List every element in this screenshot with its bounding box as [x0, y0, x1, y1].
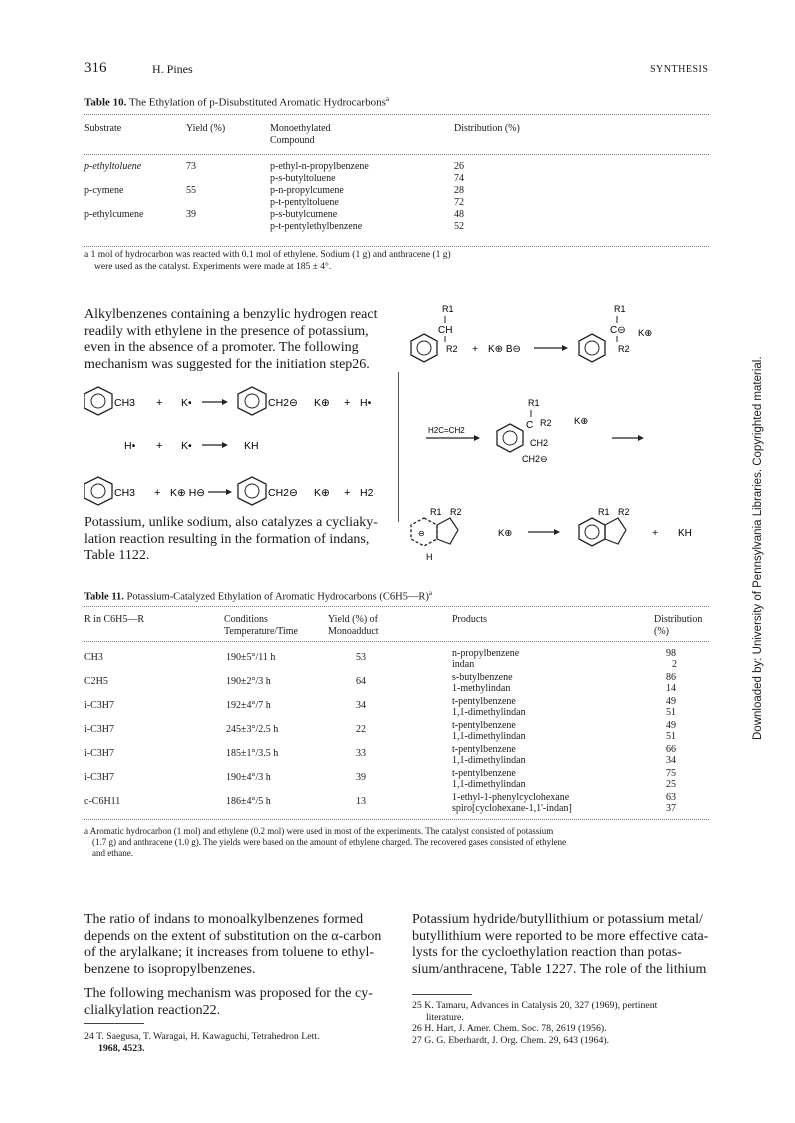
intro-line: mechanism was suggested for the initiation step26.: [84, 356, 370, 372]
left-footnote-rule: [84, 1023, 144, 1024]
svg-text:⊖: ⊖: [418, 529, 425, 538]
table11-row-cond: 190±4°/3 h: [226, 772, 271, 783]
ch2-anion-label: CH2⊖: [522, 454, 548, 464]
benzene-ring-icon: [238, 477, 266, 505]
eq1-reactant: CH3: [114, 397, 136, 409]
table10-row-compound: p-n-propylcumene: [270, 185, 344, 196]
table10-row-compound: p-t-pentyltoluene: [270, 197, 339, 208]
table11-row-cond: 190±2°/3 h: [226, 676, 271, 687]
table11-row-r: i-C3H7: [84, 724, 114, 735]
cycl-line: lation reaction resulting in the formation of indans,: [84, 531, 370, 547]
table11-row-dist: 63: [666, 792, 676, 803]
left-col2-line: The following mechanism was proposed for the cy-: [84, 986, 373, 1001]
eq3-reactant: CH3: [114, 487, 136, 499]
table11-caption-label: Table 11.: [84, 591, 124, 603]
table10-row-dist: 74: [454, 173, 464, 184]
table11-row-yield: 53: [356, 652, 366, 663]
benzene-ring-icon: [238, 387, 266, 415]
table11-row-dist: 86: [666, 672, 676, 683]
ch-label: CH: [438, 325, 453, 336]
cycl-line: Potassium, unlike sodium, also catalyzes a cycliaky-: [84, 515, 378, 530]
table11-row-product: 1,1-dimethylindan: [452, 707, 526, 718]
table11-row-cond: 186±4°/5 h: [226, 796, 271, 807]
table11-caption: [84, 589, 432, 603]
table11-row-r: i-C3H7: [84, 772, 114, 783]
table10-row-substrate: p-ethylcumene: [84, 209, 144, 220]
table11-row-dist: 14: [666, 683, 676, 694]
h-label: H: [426, 552, 433, 562]
r1-label: R1: [598, 507, 610, 517]
eq3-plus: +: [154, 487, 161, 499]
table10-col-compound: Monoethylated Compound: [270, 123, 331, 146]
table10-caption-label: Table 10.: [84, 96, 127, 109]
r2-label: R2: [446, 344, 458, 354]
table10-caption-text: The Ethylation of p-Disubstituted Aromatic Hydrocarbons: [128, 96, 386, 109]
table10-footnote-line1: a 1 mol of hydrocarbon was reacted with 0.1 mol of ethylene. Sodium (1 g) and anthracene (1 g): [84, 250, 451, 260]
r2-label: R2: [540, 418, 552, 428]
table10-col-substrate: Substrate: [84, 123, 122, 134]
table11-footnote-line: and ethane.: [92, 848, 133, 858]
table11-caption-text: Potassium-Catalyzed Ethylation of Aromatic Hydrocarbons (C6H5—R): [126, 591, 429, 603]
page-number: 316: [84, 60, 107, 76]
benzene-ring-icon: [84, 387, 112, 415]
arrow-icon: [528, 529, 560, 535]
table11-row-dist: 49: [666, 696, 676, 707]
eq1-plus: +: [156, 397, 163, 409]
table11-row-r: i-C3H7: [84, 748, 114, 759]
column-divider: [398, 372, 399, 522]
right-mechanism-scheme: [402, 300, 712, 570]
table11-row-dist: 75: [666, 768, 676, 779]
table11-row-cond: 245±3°/2.5 h: [226, 724, 279, 735]
left-col-line: The ratio of indans to monoalkylbenzenes formed: [84, 912, 364, 927]
table11-row-yield: 13: [356, 796, 366, 807]
eq3-product: CH2⊖: [268, 487, 298, 499]
benzene-ring-icon: [579, 334, 605, 362]
intro-paragraph: [84, 307, 378, 373]
table11-col-conditions: Conditions Temperature/Time: [224, 614, 298, 637]
table11-row-r: CH3: [84, 652, 103, 663]
table11-row-cond: 190±5°/11 h: [226, 652, 276, 663]
table11-row-product: s-butylbenzene: [452, 672, 513, 683]
table10-row-compound: p-s-butyltoluene: [270, 173, 336, 184]
table10-row-substrate: p-cymene: [84, 185, 124, 196]
table10-col-distribution: Distribution (%): [454, 123, 520, 134]
eq3-k-ion: K⊕: [314, 487, 330, 499]
kh-label: KH: [678, 528, 692, 539]
table11-row-product: t-pentylbenzene: [452, 720, 516, 731]
table11-col-r: R in C6H5—R: [84, 614, 145, 625]
arrow-icon: [202, 442, 228, 448]
table10-row-dist: 26: [454, 161, 464, 172]
table11-top-rule: [84, 606, 709, 607]
r1-label: R1: [528, 398, 540, 408]
table11-row-cond: 185±1°/3.5 h: [226, 748, 279, 759]
table10-row-compound: p-ethyl-n-propylbenzene: [270, 161, 369, 172]
arrow-icon: [208, 489, 232, 495]
eq1-k-radical: K•: [181, 397, 192, 409]
eq3-h2: H2: [360, 487, 374, 499]
table11-row-product: t-pentylbenzene: [452, 768, 516, 779]
cycl-line: Table 1122.: [84, 548, 150, 563]
right-references: [412, 1000, 657, 1046]
arrow-icon: [612, 435, 644, 441]
reference-line: 25 K. Tamaru, Advances in Catalysis 20, 327 (1969), pertinent: [412, 1000, 658, 1011]
eq3-plus: +: [344, 487, 351, 499]
r2-label: R2: [618, 344, 630, 354]
table11-row-product: 1,1-dimethylindan: [452, 731, 526, 742]
carbanion-label: C⊖: [610, 325, 626, 336]
right-col-line: lysts for the cycloethylation reaction than potas-: [412, 945, 682, 960]
journal-name: SYNTHESIS: [650, 64, 709, 75]
table11-col-distribution: Distribution (%): [654, 614, 703, 637]
benzene-ring-icon: [497, 424, 523, 452]
reference-line: literature.: [426, 1011, 464, 1023]
table10-row-compound: p-s-butylcumene: [270, 209, 338, 220]
table11-caption-mark: a: [428, 589, 433, 597]
intro-line: readily with ethylene in the presence of potassium,: [84, 323, 369, 339]
left-references: [84, 1031, 319, 1054]
table11-bottom-rule: [84, 819, 709, 820]
running-author: H. Pines: [152, 62, 193, 76]
arrow-icon: [534, 345, 568, 351]
indanyl-anion-icon: [411, 518, 458, 546]
right-col-line: sium/anthracene, Table 1227. The role of the lithium: [412, 961, 707, 977]
table11-row-dist: 25: [666, 779, 676, 790]
table11-row-yield: 34: [356, 700, 366, 711]
table11-row-dist: 66: [666, 744, 676, 755]
table11-footnote-line: (1.7 g) and anthracene (1.0 g). The yields were based on the amount of ethylene charged. The recovered gases consisted of ethylene: [92, 837, 567, 847]
plus-sign: +: [472, 343, 479, 355]
eq1-k-ion: K⊕: [314, 397, 330, 409]
table10-row-compound: p-t-pentylethylbenzene: [270, 221, 363, 232]
r1-label: R1: [442, 304, 454, 314]
table11-row-product: 1-methylindan: [452, 683, 511, 694]
indan-icon: [579, 518, 626, 546]
download-watermark: Downloaded by: University of Pennsylvania Libraries. Copyrighted material.: [752, 356, 764, 740]
table11-row-dist: 51: [666, 707, 676, 718]
table10-body: [84, 159, 709, 249]
reference-line: 24 T. Saegusa, T. Waragai, H. Kawaguchi, Tetrahedron Lett.: [84, 1031, 320, 1042]
left-col-line: benzene to isopropylbenzenes.: [84, 961, 256, 977]
left-mechanism-scheme: [84, 385, 394, 520]
table11-body: [84, 646, 709, 826]
left-column-paragraph-2: [84, 986, 389, 1019]
table10-row-yield: 73: [186, 161, 196, 172]
table10-row-dist: 52: [454, 221, 464, 232]
arrow-icon: [426, 435, 480, 441]
r2-label: R2: [618, 507, 630, 517]
right-col-line: butyllithium were reported to be more effective cata-: [412, 928, 709, 944]
table11-row-dist: 34: [666, 755, 676, 766]
table11-row-dist: 2: [672, 659, 677, 670]
table11-footnote: [84, 826, 566, 859]
plus-sign: +: [652, 527, 659, 539]
right-col-line: Potassium hydride/butyllithium or potassium metal/: [412, 912, 703, 927]
table11-head-rule: [84, 641, 709, 642]
table11-row-yield: 39: [356, 772, 366, 783]
table10-row-dist: 28: [454, 185, 464, 196]
table11-row-dist: 49: [666, 720, 676, 731]
r2-label: R2: [450, 507, 462, 517]
table11-row-product: n-propylbenzene: [452, 648, 520, 659]
table10-footnote-line2: were used as the catalyst. Experiments were made at 185 ± 4°.: [94, 262, 332, 272]
reference-line: 26 H. Hart, J. Amer. Chem. Soc. 78, 2619 (1956).: [412, 1023, 607, 1034]
table11-row-product: t-pentylbenzene: [452, 696, 516, 707]
r1-label: R1: [430, 507, 442, 517]
table10-row-dist: 72: [454, 197, 464, 208]
reference-line: 27 G. G. Eberhardt, J. Org. Chem. 29, 643 (1964).: [412, 1034, 610, 1046]
carbon-label: C: [526, 420, 534, 431]
right-footnote-rule: [412, 994, 472, 995]
k-ion-label: K⊕: [638, 328, 653, 339]
benzene-ring-icon: [84, 477, 112, 505]
table10-col-yield: Yield (%): [186, 123, 226, 134]
eq2-h-radical: H•: [124, 440, 136, 452]
table11-row-r: C2H5: [84, 676, 108, 687]
table11-row-yield: 64: [356, 676, 366, 687]
table11-row-dist: 51: [666, 731, 676, 742]
base-reagent: K⊕ B⊖: [488, 344, 521, 355]
table10-row-yield: 39: [186, 209, 196, 220]
eq2-plus: +: [156, 440, 163, 452]
table11-head: [84, 612, 709, 642]
reference-line: 1968, 4523.: [98, 1042, 145, 1054]
table10-row-substrate: p-ethyltoluene: [84, 161, 142, 172]
left-column-paragraph: [84, 912, 389, 978]
ethylene-label: H2C=CH2: [428, 426, 465, 435]
table11-row-r: i-C3H7: [84, 700, 114, 711]
k-ion-label: K⊕: [498, 528, 513, 539]
table11-footnote-line: a Aromatic hydrocarbon (1 mol) and ethylene (0.2 mol) were used in most of the experiments. The catalyst consisted of potassium: [84, 826, 554, 836]
table10-caption-mark: a: [385, 95, 389, 103]
eq1-product: CH2⊖: [268, 397, 298, 409]
arrow-icon: [202, 399, 228, 405]
table11-row-product: 1,1-dimethylindan: [452, 779, 526, 790]
table11-row-cond: 192±4°/7 h: [226, 700, 271, 711]
table10-bottom-rule: [84, 246, 709, 247]
table11-row-product: spiro[cyclohexane-1,1'-indan]: [452, 803, 572, 814]
intro-line: Alkylbenzenes containing a benzylic hydrogen react: [84, 307, 378, 322]
table11-row-product: t-pentylbenzene: [452, 744, 516, 755]
k-ion-label: K⊕: [574, 416, 589, 427]
right-column-paragraph: [412, 912, 712, 978]
table11-col-yield: Yield (%) of Monoadduct: [328, 614, 379, 637]
intro-line: even in the absence of a promoter. The following: [84, 340, 359, 355]
table10-row-dist: 48: [454, 209, 464, 220]
table11-row-dist: 98: [666, 648, 676, 659]
table11-row-yield: 33: [356, 748, 366, 759]
r1-label: R1: [614, 304, 626, 314]
table11-row-dist: 37: [666, 803, 676, 814]
table10-row-yield: 55: [186, 185, 196, 196]
table10-top-rule: [84, 114, 709, 115]
table11-row-yield: 22: [356, 724, 366, 735]
table11-row-r: c-C6H11: [84, 796, 121, 807]
table11-row-product: 1-ethyl-1-phenylcyclohexane: [452, 792, 570, 803]
table11-row-product: 1,1-dimethylindan: [452, 755, 526, 766]
cyclialkylation-paragraph: [84, 515, 378, 565]
left-col-line: of the arylalkane; it increases from toluene to ethyl-: [84, 945, 375, 960]
table11-col-products: Products: [452, 614, 487, 625]
eq2-k-radical: K•: [181, 440, 192, 452]
benzene-ring-icon: [411, 334, 437, 362]
eq2-product: KH: [244, 440, 259, 452]
table11-row-product: indan: [452, 659, 475, 670]
left-col2-line: clialkylation reaction22.: [84, 1002, 221, 1018]
eq1-plus: +: [344, 397, 351, 409]
eq3-reagent: K⊕ H⊖: [170, 487, 206, 499]
left-col-line: depends on the extent of substitution on the α-carbon: [84, 928, 382, 944]
table10-caption: [84, 95, 389, 109]
eq1-h-radical: H•: [360, 397, 372, 409]
table10-head-rule: [84, 154, 709, 155]
ch2-label: CH2: [530, 438, 549, 448]
